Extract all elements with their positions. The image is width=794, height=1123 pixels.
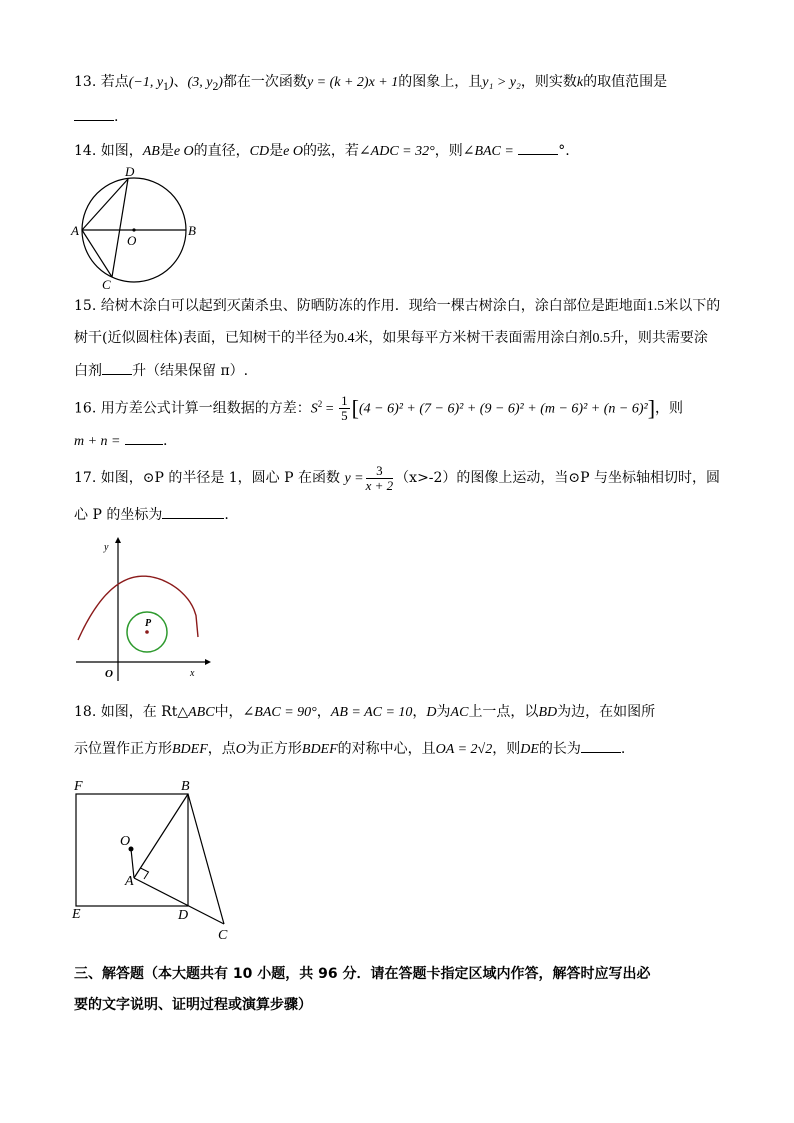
q17-frac-top: 3 [366,464,394,479]
q17-line1 [74,462,720,495]
label-D: D [125,164,135,179]
q16-frac-top: 1 [341,393,348,409]
q18-text7: ，点 [207,741,236,757]
q13-text5: 的取值范围是 [583,74,668,90]
section3-line2: 要的文字说明、证明过程或演算步骤） [74,997,312,1013]
q18-answer-blank[interactable] [581,738,621,753]
q18-bd: BD [538,705,558,720]
q15-radius: 0.4 [336,331,355,346]
q13-line1 [74,72,667,97]
q18-text6: 为边，在如图所 [557,704,656,720]
q13-line2 [74,106,118,127]
q17-text1a: 17. 如图，⊙P 的半径是 1，圆心 P 在函数 [74,470,340,486]
q13-point2-sub: 2 [212,79,219,93]
q14-text4: 是 [269,143,284,159]
q17-line2 [74,504,229,525]
q18-text1a: 18. 如图，在 Rt△ [74,704,189,720]
q18-text9: 的对称中心，且 [337,741,436,757]
hyperbola-curve [78,576,198,640]
q17-fraction [366,464,394,493]
q13-point1-end: ) [168,75,174,90]
point-label-p: P [145,618,152,629]
q15-text2c: 升，则共需要涂 [609,330,708,346]
q14-text2: 是 [159,143,174,159]
q17-text2b: . [224,507,229,523]
q14-text6: ，则 [434,143,463,159]
label-C: C [102,277,111,290]
q18-text3: ， [412,704,427,720]
q14-text3: 的直径， [193,143,250,159]
label-B: B [181,779,190,794]
q18-angle: ∠BAC = 90° [242,705,317,720]
q14-angle: ∠ADC = 32° [358,144,435,159]
q15-amount: 0.5 [592,331,610,346]
q18-de: DE [520,742,539,757]
label-A: A [125,874,134,889]
q13-answer-blank[interactable] [74,106,114,121]
label-O: O [127,233,137,248]
q17-frac-bot: x + 2 [365,477,394,493]
q18-oa: OA = 2√2 [435,742,493,757]
q18-square-figure [70,776,240,944]
q13-number: 13. [74,74,97,90]
q13-text4: ，则实数 [520,74,577,90]
q16-line2 [74,430,167,452]
q13-point2: (3, y [187,75,213,90]
axis-label-x: x [190,668,195,679]
q13-end: . [114,109,119,125]
q13-sep: 、 [173,74,188,90]
q15-text1b: 米以下的 [664,298,721,314]
q18-ac: AC [450,705,469,720]
q17-text2a: 心 P 的坐标为 [74,507,163,523]
label-B: B [188,223,196,238]
q16-expression: (4 − 6)² + (7 − 6)² + (9 − 6)² + (m − 6)² + (n − 6)² [358,401,648,417]
q16-text: 用方差公式计算一组数据的方差： [100,400,311,417]
q18-o: O [235,742,246,757]
q14-circle2: e O [283,144,303,159]
q17-answer-blank[interactable] [162,504,224,519]
q14-text: 如图， [100,143,143,159]
q15-text1: 15. 给树木涂白可以起到灭菌杀虫、防晒防冻的作用．现给一棵古树涂白，涂白部位是距地面 [74,298,647,314]
q18-square2: BDEF [301,742,338,757]
q16-number: 16. [74,400,97,417]
section3-heading-line2 [74,995,312,1015]
q18-abc: ABC [188,705,215,720]
q13-point1: (−1, y [128,75,164,90]
section3-line1: 三、解答题（本大题共有 10 小题，共 96 分．请在答题卡指定区域内作答，解答时应写出必 [74,966,651,982]
q14-line [74,140,570,162]
q14-answer-blank[interactable] [518,140,558,155]
q17-text1b: （x>-2）的图像上运动，当⊙P 与坐标轴相切时，圆 [395,470,721,486]
q18-text5: 上一点，以 [468,704,539,720]
q18-text11: 的长为 [538,741,581,757]
label-O: O [120,834,131,849]
q18-d: D [426,705,437,720]
q14-cd: CD [249,144,270,159]
q14-number: 14. [74,143,97,159]
q15-height: 1.5 [646,299,665,314]
axis-label-y: y [104,542,109,553]
q13-text: 若点 [100,74,129,90]
q16-fraction [339,394,350,423]
q18-text2: ， [316,704,331,720]
q15-text2b: 米，如果每平方米树干表面需用涂白剂 [354,330,593,346]
q13-text2: 都在一次函数 [222,74,307,90]
q18-end: . [620,741,626,757]
q15-text3b: 升（结果保留 π）. [132,363,249,379]
q18-line2 [74,738,625,760]
label-D: D [178,908,189,923]
q18-equation: AB = AC = 10 [330,705,413,720]
q16-s: S [310,401,318,417]
q15-text3a: 白剂 [74,363,102,379]
q14-ab: AB [142,144,160,159]
q14-ask: ∠BAC = [462,144,514,159]
q13-point2-end: ) [218,75,223,90]
q13-point1-sub: 1 [163,79,169,93]
q16-text2: ，则 [655,400,684,417]
q18-text10: ，则 [492,741,521,757]
q15-line3 [74,360,248,381]
q18-square: BDEF [172,742,208,757]
label-F: F [74,779,83,794]
label-E: E [72,907,81,922]
q15-line1 [74,296,720,317]
q14-circle-figure [70,164,210,290]
q18-text4: 为 [436,704,451,720]
q16-frac-bot: 5 [341,408,348,424]
q14-circle: e O [173,144,194,159]
q15-line2 [74,328,708,349]
q14-end: °. [558,143,570,159]
q15-text2a: 树干(近似圆柱体)表面，已知树干的半径为 [74,330,337,346]
q16-ask: m + n = [74,434,121,449]
center-p [145,630,149,634]
q14-text5: 的弦，若 [302,143,359,159]
q13-function: y = (k + 2)x + 1 [306,75,399,90]
q16-line1: 16. 用方差公式计算一组数据的方差：$S^2$ = $\frac{1}{5}$ [(4 − 6)² + (7 − 6)² + (9 − 6)² + (m − 6)² + (n − 6)²]，则 [74,393,684,424]
q16-answer-blank[interactable] [125,430,163,445]
q18-line1 [74,702,655,723]
label-A: A [71,223,79,238]
q13-text3: 的图象上，且 [398,74,483,90]
q18-text8: 为正方形 [245,741,302,757]
section3-heading [74,964,650,984]
q18-text1: 中， [214,704,243,720]
q15-answer-blank[interactable] [102,360,132,375]
label-C: C [218,928,228,943]
q16-end: . [162,433,168,449]
origin-label: O [105,668,113,680]
q13-k: k [576,75,584,90]
q13-condition: y₁ > y₂ [482,75,521,90]
q17-y: y = [344,471,364,486]
q18-text2a: 示位置作正方形 [74,741,172,757]
q17-graph-figure [70,535,215,683]
